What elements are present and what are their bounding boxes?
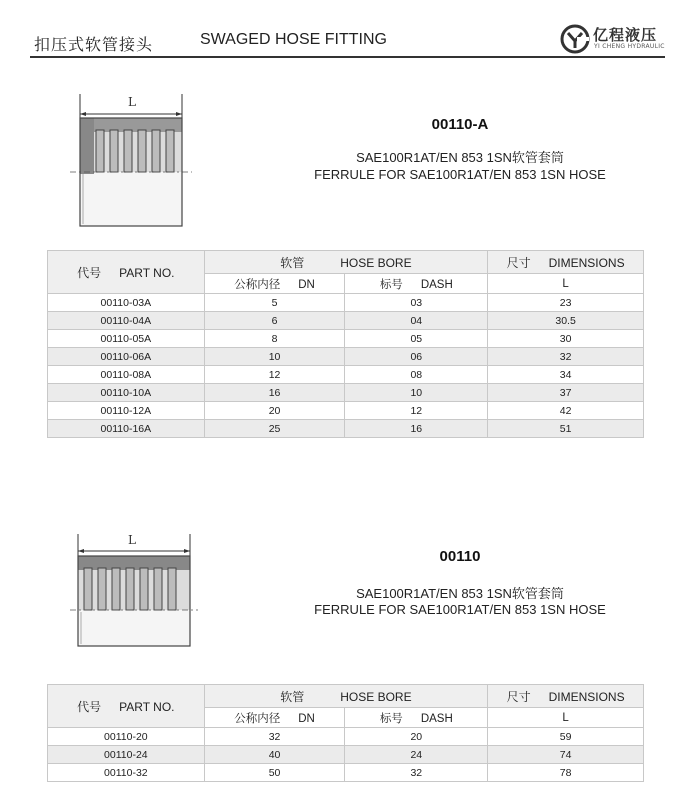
table-row: 00110-10A 16 10 37 bbox=[48, 384, 644, 402]
table-row: 00110-06A 10 06 32 bbox=[48, 348, 644, 366]
logo-mark-icon bbox=[560, 24, 590, 54]
spec-table-00110 bbox=[47, 684, 644, 782]
header-divider bbox=[30, 56, 665, 58]
section2-desc-line1: SAE100R1AT/EN 853 1SN软管套筒 bbox=[356, 586, 564, 601]
logo-text: 亿程液压 bbox=[593, 26, 658, 44]
table-row: 00110-12A 20 12 42 bbox=[48, 402, 644, 420]
dim-label-l: L bbox=[128, 95, 136, 109]
col-header-l: L bbox=[488, 274, 644, 294]
col-header-part: 代号 PART NO. bbox=[48, 685, 205, 728]
table-row: 00110-03A 5 03 23 bbox=[48, 294, 644, 312]
ferrule-drawing-a bbox=[70, 92, 200, 232]
table-row: 00110-32 50 32 78 bbox=[48, 764, 644, 782]
col-header-dimensions: 尺寸 DIMENSIONS bbox=[488, 251, 644, 274]
table-row: 00110-20 32 20 59 bbox=[48, 728, 644, 746]
dim-label-l-2: L bbox=[128, 533, 136, 547]
table-row: 00110-04A 6 04 30.5 bbox=[48, 312, 644, 330]
ferrule-drawing-b bbox=[70, 532, 200, 652]
col-header-hose-bore: 软管 HOSE BORE bbox=[204, 251, 487, 274]
table-row: 00110-05A 8 05 30 bbox=[48, 330, 644, 348]
col-header-l: L bbox=[488, 708, 644, 728]
col-header-hose-bore: 软管 HOSE BORE bbox=[204, 685, 487, 708]
col-header-dash: 标号 DASH bbox=[345, 274, 488, 294]
table-row: 00110-24 40 24 74 bbox=[48, 746, 644, 764]
header-title-en: SWAGED HOSE FITTING bbox=[200, 31, 387, 48]
table-row: 00110-16A 25 16 51 bbox=[48, 420, 644, 438]
section2-desc-line2: FERRULE FOR SAE100R1AT/EN 853 1SN HOSE bbox=[314, 602, 606, 617]
logo-subtext: YI CHENG HYDRAULIC bbox=[594, 43, 665, 50]
section2-code: 00110 bbox=[439, 548, 481, 565]
col-header-dn: 公称内径 DN bbox=[204, 708, 345, 728]
col-header-dash: 标号 DASH bbox=[345, 708, 488, 728]
col-header-dimensions: 尺寸 DIMENSIONS bbox=[488, 685, 644, 708]
section1-desc-line2: FERRULE FOR SAE100R1AT/EN 853 1SN HOSE bbox=[314, 167, 606, 182]
section1-code: 00110-A bbox=[431, 116, 489, 133]
company-logo bbox=[560, 22, 670, 56]
section1-desc-line1: SAE100R1AT/EN 853 1SN软管套筒 bbox=[356, 150, 564, 165]
header-title-cn: 扣压式软管接头 bbox=[34, 35, 154, 54]
spec-table-00110-a bbox=[47, 250, 644, 438]
col-header-dn: 公称内径 DN bbox=[204, 274, 345, 294]
table-row: 00110-08A 12 08 34 bbox=[48, 366, 644, 384]
col-header-part: 代号 PART NO. bbox=[48, 251, 205, 294]
